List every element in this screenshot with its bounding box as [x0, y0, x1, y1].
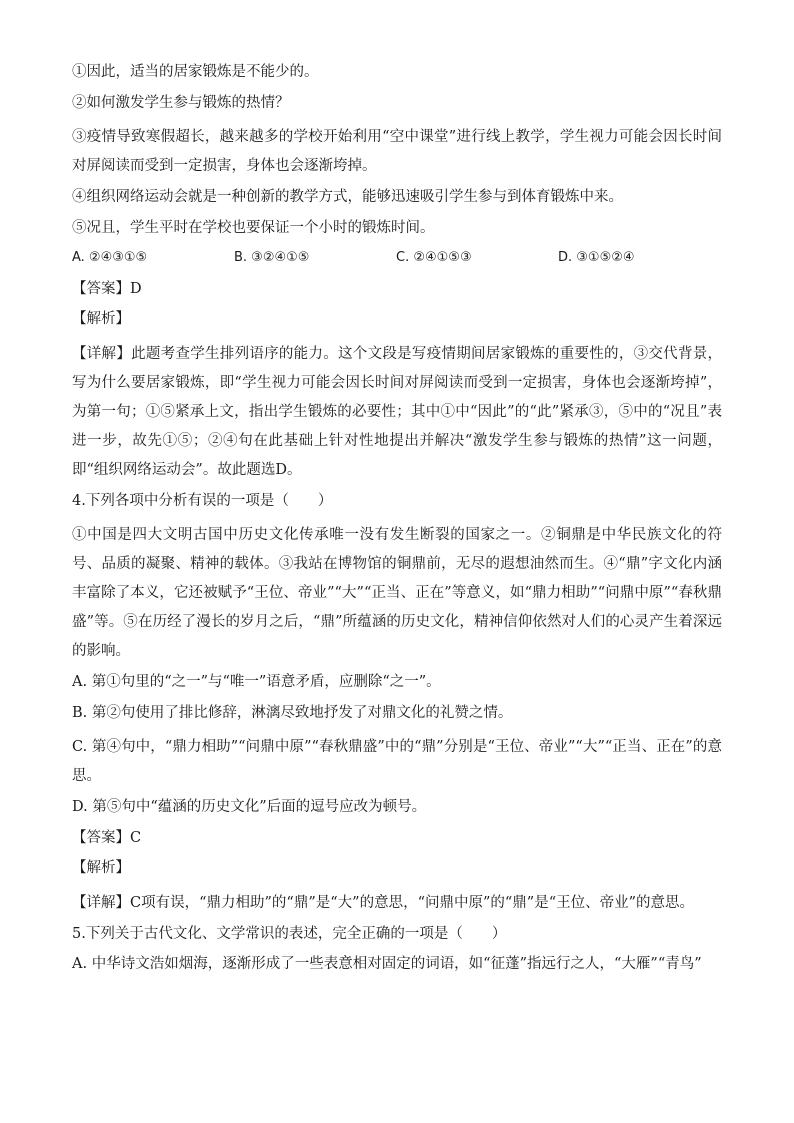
document-page	[72, 62, 722, 985]
q4-analysis-label: 【解析】	[72, 860, 130, 876]
sentence-item-3: ③疫情导致寒假超长，越来越多的学校开始利用“空中课堂”进行线上教学，学生视力可能会因长时间对屏阅读而受到一定损害，身体也会逐渐垮掉。	[72, 129, 722, 174]
q3-analysis-label: 【解析】	[72, 311, 130, 327]
q3-options	[72, 248, 722, 268]
sentence-item-4: ④组织网络运动会就是一种创新的教学方式，能够迅速吸引学生参与到体育锻炼中来。	[72, 189, 623, 205]
q4-detail: 【详解】C项有误，“鼎力相助”的“鼎”是“大”的意思，“问鼎中原”的“鼎”是“王位、帝业”的意思。	[72, 894, 695, 911]
q3-answer: 【答案】D	[72, 280, 142, 297]
q4-option-d: D. 第⑤句中“蕴涵的历史文化”后面的逗号应改为顿号。	[72, 799, 427, 815]
sentence-item-2: ②如何激发学生参与锻炼的热情？	[72, 94, 290, 111]
q4-title: 4.下列各项中分析有误的一项是（ ）	[72, 492, 333, 509]
q4-option-c: C. 第④句中，“鼎力相助”“问鼎中原”“春秋鼎盛”中的“鼎”分别是“王位、帝业”“大”“正当、正在”的意思。	[72, 739, 722, 784]
sentence-item-1: ①因此，适当的居家锻炼是不能少的。	[72, 64, 319, 80]
q3-detail: 【详解】此题考查学生排列语序的能力。这个文段是写疫情期间居家锻炼的重要性的，③交代背景，写为什么要居家锻炼，即“学生视力可能会因长时间对屏阅读而受到一定损害，身体也会逐渐垮掉”，为第一句；①⑤紧承上文，指出学生锻炼的必要性；其中①中“因此”的“此”紧承③，⑤中的“况且”表进一步，故先①⑤；②④句在此基础上针对性地提出并解决“激发学生参与锻炼的热情”这一问题，即“组织网络运动会”。故此题选D。	[72, 345, 722, 478]
q3-option-a: A. ②④③①⑤	[72, 250, 148, 265]
q3-option-d: D. ③①⑤②④	[558, 250, 635, 265]
q3-option-c: C. ②④①⑤③	[396, 250, 472, 265]
q4-passage: ①中国是四大文明古国中历史文化传承唯一没有发生断裂的国家之一。②铜鼎是中华民族文化的符号、品质的凝聚、精神的载体。③我站在博物馆的铜鼎前，无尽的遐想油然而生。④“鼎”字文化内涵丰富除了本义，它还被赋予“王位、帝业”“大”“正当、正在”等意义，如“鼎力相助”“问鼎中原”“春秋鼎盛”等。⑤在历经了漫长的岁月之后，“鼎”所蕴涵的历史文化，精神信仰依然对人们的心灵产生着深远的影响。	[72, 527, 722, 659]
q4-answer: 【答案】C	[72, 829, 142, 846]
sentence-item-5: ⑤况且，学生平时在学校也要保证一个小时的锻炼时间。	[72, 219, 435, 236]
q4-option-a: A. 第①句里的“之一”与“唯一”语意矛盾，应删除“之一”。	[72, 674, 441, 690]
q3-option-b: B. ③②④①⑤	[234, 250, 310, 265]
q5-title: 5.下列关于古代文化、文学常识的表述，完全正确的一项是（ ）	[72, 925, 507, 942]
q4-option-b: B. 第②句使用了排比修辞，淋漓尽致地抒发了对鼎文化的礼赞之情。	[72, 704, 513, 721]
q5-option-a: A. 中华诗文浩如烟海，逐渐形成了一些表意相对固定的词语，如“征蓬”指远行之人，“大雁”“青鸟”	[72, 956, 702, 972]
